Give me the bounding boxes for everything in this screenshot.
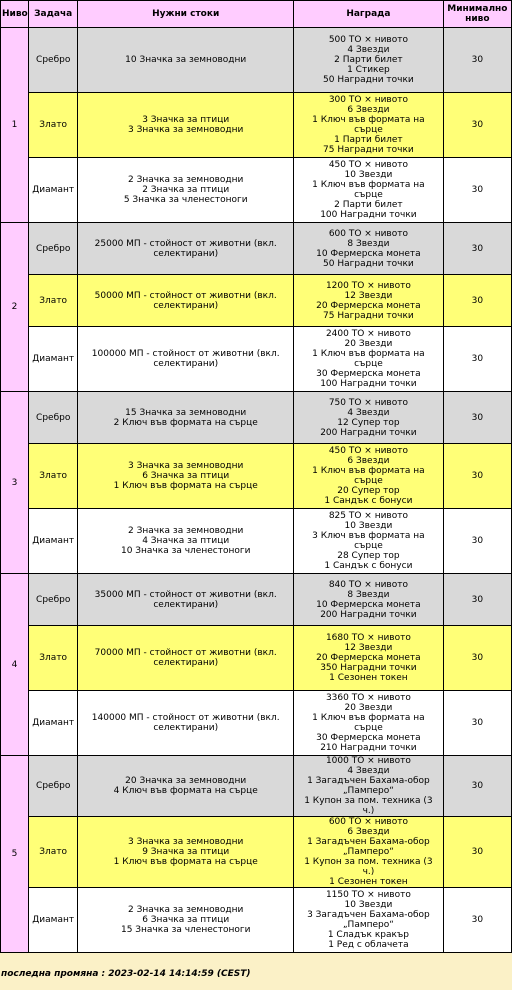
reward-line: 10 Фермерска монета: [316, 599, 421, 610]
reward-cell: [294, 691, 443, 755]
level-cell: 5: [1, 756, 28, 952]
reward-line: 4 Звезди: [347, 45, 390, 55]
reward-line: 6 Звезди: [347, 105, 390, 115]
min-level-cell: 30: [444, 756, 511, 816]
reward-line: 12 Звезди: [344, 290, 393, 301]
goods-line: 1 Ключ във формата на сърце: [113, 481, 258, 491]
table-row: [1, 756, 511, 816]
goods-line: 15 Значка за земноводни: [125, 407, 247, 418]
reward-line: 3 Ключ във формата на: [312, 531, 425, 541]
goods-cell: [78, 223, 293, 274]
min-level-cell: 30: [444, 574, 511, 625]
reward-line: 825 ТО × нивото: [328, 511, 408, 521]
reward-line: „Памперо“: [342, 786, 394, 796]
reward-line: 10 Фермерска монета: [316, 248, 421, 259]
reward-line: 1 Ключ във формата на: [312, 180, 425, 190]
min-level-cell: 30: [444, 275, 511, 326]
reward-line: 28 Супер тор: [337, 551, 400, 561]
reward-cell: [294, 327, 443, 391]
goods-cell: [78, 817, 293, 887]
reward-line: 1 Ключ във формата на: [312, 115, 425, 125]
table-row: [1, 444, 511, 508]
table-header-row: [1, 1, 511, 27]
table-row: [1, 223, 511, 274]
reward-cell: [294, 626, 443, 690]
reward-cell: [294, 817, 443, 887]
reward-line: 1 Парти билет: [334, 135, 403, 145]
goods-cell: [78, 392, 293, 443]
reward-cell: [294, 223, 443, 274]
reward-line: 2 Парти билет: [334, 200, 403, 210]
min-level-cell: 30: [444, 28, 511, 92]
goods-line: селектирани): [153, 658, 219, 668]
level-cell: 2: [1, 223, 28, 391]
task-tier-cell: Злато: [29, 93, 77, 157]
reward-line: 4 Звезди: [347, 407, 390, 418]
goods-line: 140000 МП - стойност от животни (вкл.: [91, 713, 280, 723]
reward-line: 30 Фермерска монета: [316, 369, 421, 379]
reward-line: 8 Звезди: [347, 238, 390, 249]
goods-line: 3 Значка за земноводни: [128, 125, 244, 135]
goods-cell: [78, 888, 293, 952]
reward-cell: [294, 93, 443, 157]
table-row: [1, 275, 511, 326]
reward-line: 750 ТО × нивото: [328, 397, 408, 408]
goods-line: 50000 МП - стойност от животни (вкл.: [94, 290, 277, 301]
reward-line: 12 Звезди: [344, 643, 393, 653]
reward-line: 20 Звезди: [344, 703, 393, 713]
goods-line: селектирани): [153, 723, 219, 733]
min-level-cell: 30: [444, 223, 511, 274]
header-goods: Нужни стоки: [78, 1, 293, 27]
reward-line: 1 Загадъчен Бахама-обор: [307, 837, 430, 847]
goods-line: селектирани): [153, 248, 219, 259]
reward-line: 1 Сезонен токен: [329, 877, 408, 887]
table-row: [1, 509, 511, 573]
table-row: [1, 392, 511, 443]
reward-line: сърце: [354, 125, 383, 135]
min-level-cell: 30: [444, 93, 511, 157]
reward-cell: [294, 574, 443, 625]
goods-cell: [78, 756, 293, 816]
reward-line: 1 Сезонен токен: [329, 673, 408, 683]
table-body: [1, 28, 511, 952]
reward-line: сърце: [354, 476, 383, 486]
reward-line: 20 Супер тор: [337, 486, 400, 496]
task-tier-cell: Сребро: [29, 574, 77, 625]
task-tier-cell: Сребро: [29, 756, 77, 816]
min-level-cell: 30: [444, 444, 511, 508]
reward-line: 1150 ТО × нивото: [325, 890, 411, 900]
reward-cell: [294, 509, 443, 573]
reward-line: 2 Парти билет: [334, 55, 403, 65]
goods-cell: [78, 93, 293, 157]
reward-line: 10 Звезди: [344, 900, 393, 910]
reward-line: 50 Наградни точки: [323, 258, 414, 269]
goods-line: 2 Ключ във формата на сърце: [113, 417, 258, 428]
reward-line: 1 Ред с облачета: [328, 940, 409, 950]
goods-line: 9 Значка за птици: [142, 847, 230, 857]
reward-cell: [294, 756, 443, 816]
reward-line: 6 Звезди: [347, 827, 390, 837]
reward-line: ч.): [362, 806, 375, 816]
reward-line: 1 Сандък с бонуси: [324, 561, 413, 571]
goods-line: 25000 МП - стойност от животни (вкл.: [94, 238, 277, 249]
table-row: [1, 158, 511, 222]
last-modified: последна промяна : 2023-02-14 14:14:59 (CEST): [0, 967, 512, 990]
reward-line: 1000 ТО × нивото: [325, 756, 411, 766]
reward-line: 450 ТО × нивото: [328, 446, 408, 456]
goods-line: 15 Значка за членестоноги: [120, 925, 251, 935]
goods-line: 2 Значка за земноводни: [128, 905, 244, 915]
goods-line: 2 Значка за птици: [142, 185, 230, 195]
reward-line: сърце: [354, 723, 383, 733]
reward-line: 100 Наградни точки: [320, 379, 417, 389]
reward-line: 8 Звезди: [347, 589, 390, 600]
reward-cell: [294, 392, 443, 443]
goods-line: 100000 МП - стойност от животни (вкл.: [91, 349, 280, 359]
header-reward: Награда: [294, 1, 443, 27]
reward-line: сърце: [354, 190, 383, 200]
goods-line: 2 Значка за земноводни: [128, 175, 244, 185]
reward-line: „Памперо“: [342, 920, 394, 930]
goods-line: 3 Значка за земноводни: [128, 461, 244, 471]
reward-line: 3 Загадъчен Бахама-обор: [307, 910, 430, 920]
goods-line: 4 Значка за птици: [142, 536, 230, 546]
reward-line: 10 Звезди: [344, 521, 393, 531]
reward-line: 1 Сандък с бонуси: [324, 496, 413, 506]
reward-line: 210 Наградни точки: [320, 743, 417, 753]
goods-cell: [78, 626, 293, 690]
task-tier-cell: Диамант: [29, 509, 77, 573]
reward-line: ч.): [362, 867, 375, 877]
reward-line: 500 ТО × нивото: [328, 35, 408, 45]
goods-cell: [78, 327, 293, 391]
min-level-cell: 30: [444, 327, 511, 391]
reward-line: 600 ТО × нивото: [328, 817, 408, 827]
reward-line: 1680 ТО × нивото: [325, 633, 411, 643]
min-level-cell: 30: [444, 509, 511, 573]
task-tier-cell: Злато: [29, 444, 77, 508]
goods-line: 70000 МП - стойност от животни (вкл.: [94, 648, 277, 658]
goods-line: 6 Значка за птици: [142, 471, 230, 481]
header-task: Задача: [29, 1, 77, 27]
goods-cell: [78, 444, 293, 508]
level-cell: 1: [1, 28, 28, 222]
reward-line: 1 Ключ във формата на: [312, 713, 425, 723]
reward-line: 100 Наградни точки: [320, 210, 417, 220]
reward-line: 1 Купон за пом. техника (3: [304, 796, 433, 806]
table-row: [1, 93, 511, 157]
goods-line: 3 Значка за птици: [142, 115, 230, 125]
table-row: [1, 626, 511, 690]
goods-line: селектирани): [153, 300, 219, 311]
goods-line: 1 Ключ във формата на сърце: [113, 857, 258, 867]
task-tier-cell: Сребро: [29, 223, 77, 274]
min-level-cell: 30: [444, 691, 511, 755]
goods-cell: [78, 509, 293, 573]
min-level-cell: 30: [444, 888, 511, 952]
goods-cell: [78, 691, 293, 755]
reward-line: сърце: [354, 359, 383, 369]
reward-line: сърце: [354, 541, 383, 551]
reward-line: 10 Звезди: [344, 170, 393, 180]
goods-cell: [78, 158, 293, 222]
reward-line: 20 Фермерска монета: [316, 653, 421, 663]
table-row: [1, 574, 511, 625]
min-level-cell: 30: [444, 392, 511, 443]
task-tier-cell: Злато: [29, 275, 77, 326]
reward-line: 2400 ТО × нивото: [325, 329, 411, 339]
table-row: [1, 28, 511, 92]
task-tier-cell: Сребро: [29, 392, 77, 443]
reward-line: 840 ТО × нивото: [328, 579, 408, 590]
min-level-cell: 30: [444, 626, 511, 690]
min-level-cell: 30: [444, 817, 511, 887]
goods-line: селектирани): [153, 599, 219, 610]
goods-cell: [78, 28, 293, 92]
reward-line: 20 Звезди: [344, 339, 393, 349]
reward-line: 1200 ТО × нивото: [325, 280, 411, 291]
goods-line: 3 Значка за земноводни: [128, 837, 244, 847]
reward-line: 1 Загадъчен Бахама-обор: [307, 776, 430, 786]
task-tier-cell: Диамант: [29, 888, 77, 952]
task-tier-cell: Диамант: [29, 327, 77, 391]
level-cell: 3: [1, 392, 28, 573]
goods-cell: [78, 275, 293, 326]
min-level-cell: 30: [444, 158, 511, 222]
reward-cell: [294, 275, 443, 326]
goods-line: 2 Значка за земноводни: [128, 526, 244, 536]
reward-line: 20 Фермерска монета: [316, 300, 421, 311]
goods-line: 10 Значка за земноводни: [125, 55, 247, 65]
table-row: [1, 691, 511, 755]
reward-line: 350 Наградни точки: [320, 663, 417, 673]
reward-line: 3360 ТО × нивото: [325, 693, 411, 703]
header-level: Ниво: [1, 1, 28, 27]
reward-line: 12 Супер тор: [337, 417, 400, 428]
level-cell: 4: [1, 574, 28, 755]
goods-line: 5 Значка за членестоноги: [123, 195, 248, 205]
reward-line: 600 ТО × нивото: [328, 228, 408, 239]
header-min-level: Минимално ниво: [444, 1, 511, 27]
reward-line: 6 Звезди: [347, 456, 390, 466]
table-row: [1, 888, 511, 952]
task-tier-cell: Диамант: [29, 158, 77, 222]
goods-line: 20 Значка за земноводни: [125, 776, 247, 786]
reward-line: 1 Купон за пом. техника (3: [304, 857, 433, 867]
task-tier-cell: Диамант: [29, 691, 77, 755]
task-tier-cell: Сребро: [29, 28, 77, 92]
reward-cell: [294, 158, 443, 222]
reward-line: 200 Наградни точки: [320, 427, 417, 438]
task-tier-cell: Злато: [29, 626, 77, 690]
reward-cell: [294, 888, 443, 952]
reward-line: 1 Ключ във формата на: [312, 349, 425, 359]
reward-line: 1 Сладък кракър: [327, 930, 410, 940]
table-row: [1, 817, 511, 887]
reward-line: 1 Стикер: [347, 65, 390, 75]
task-tier-cell: Злато: [29, 817, 77, 887]
goods-line: 35000 МП - стойност от животни (вкл.: [94, 589, 277, 600]
goods-line: 4 Ключ във формата на сърце: [113, 786, 258, 796]
reward-line: 4 Звезди: [347, 766, 390, 776]
reward-line: 200 Наградни точки: [320, 609, 417, 620]
table-row: [1, 327, 511, 391]
reward-line: 75 Наградни точки: [323, 310, 414, 321]
reward-line: 30 Фермерска монета: [316, 733, 421, 743]
goods-cell: [78, 574, 293, 625]
reward-line: 300 ТО × нивото: [328, 95, 408, 105]
reward-cell: [294, 28, 443, 92]
goods-line: 10 Значка за членестоноги: [120, 546, 251, 556]
reward-cell: [294, 444, 443, 508]
goods-line: селектирани): [153, 359, 219, 369]
reward-line: 450 ТО × нивото: [328, 160, 408, 170]
reward-line: „Памперо“: [342, 847, 394, 857]
reward-line: 50 Наградни точки: [323, 75, 414, 85]
goods-line: 6 Значка за птици: [142, 915, 230, 925]
reward-line: 1 Ключ във формата на: [312, 466, 425, 476]
reward-line: 75 Наградни точки: [323, 145, 414, 155]
